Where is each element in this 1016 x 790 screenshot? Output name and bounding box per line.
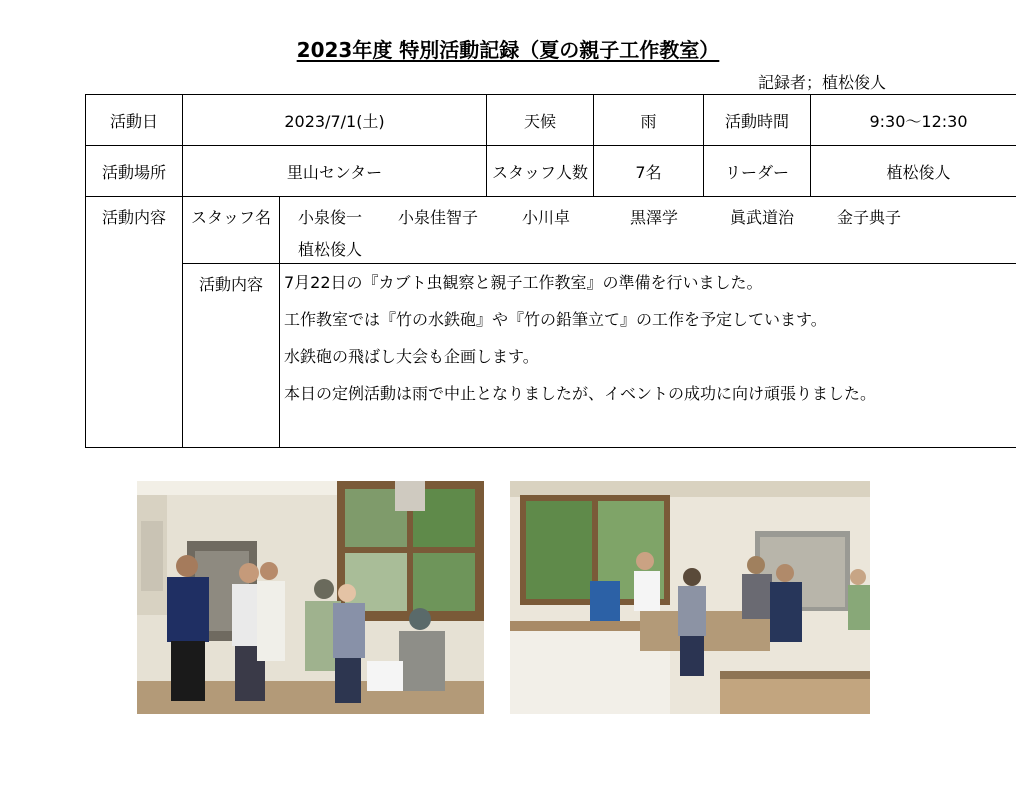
page-title: 2023年度 特別活動記録（夏の親子工作教室） — [296, 38, 720, 62]
staff-name: 黒澤学 — [630, 208, 679, 227]
staff-group-photo-drawing — [137, 481, 484, 714]
weather-label: 天候 — [487, 95, 594, 146]
content-cell — [280, 264, 1016, 448]
staff-count-label: スタッフ人数 — [487, 146, 594, 197]
content-line: 水鉄砲の飛ばし大会も企画します。 — [284, 347, 539, 366]
content-line: 工作教室では『竹の水鉄砲』や『竹の鉛筆立て』の工作を予定しています。 — [284, 310, 827, 329]
staff-names-cell — [280, 197, 1016, 264]
leader-label: リーダー — [704, 146, 811, 197]
staff-name: 植松俊人 — [298, 240, 363, 259]
staff-name: 眞武道治 — [730, 208, 795, 227]
recorder: 記録者；植松俊人 — [757, 73, 886, 92]
staff-group-photo — [137, 481, 484, 714]
place-label: 活動場所 — [86, 146, 183, 197]
staff-name: 金子典子 — [837, 208, 902, 227]
staff-name: 小泉佳智子 — [398, 208, 479, 227]
staff-count-value: 7名 — [594, 146, 704, 197]
time-label: 活動時間 — [704, 95, 811, 146]
workshop-room-photo-drawing — [510, 481, 870, 714]
time-value: 9:30〜12:30 — [811, 95, 1016, 146]
date-label: 活動日 — [86, 95, 183, 146]
date-value: 2023/7/1(土) — [183, 95, 487, 146]
workshop-room-photo — [510, 481, 870, 714]
content-line: 7月22日の『カブト虫観察と親子工作教室』の準備を行いました。 — [284, 273, 763, 292]
leader-value: 植松俊人 — [811, 146, 1016, 197]
weather-value: 雨 — [594, 95, 704, 146]
activity-label: 活動内容 — [86, 197, 183, 448]
content-label: 活動内容 — [183, 264, 280, 448]
staff-name: 小泉俊一 — [298, 208, 363, 227]
staff-label: スタッフ名 — [183, 197, 280, 264]
activity-record-table — [85, 94, 1016, 448]
staff-name: 小川卓 — [522, 208, 571, 227]
place-value: 里山センター — [183, 146, 487, 197]
content-line: 本日の定例活動は雨で中止となりましたが、イベントの成功に向け頑張りました。 — [284, 384, 877, 403]
